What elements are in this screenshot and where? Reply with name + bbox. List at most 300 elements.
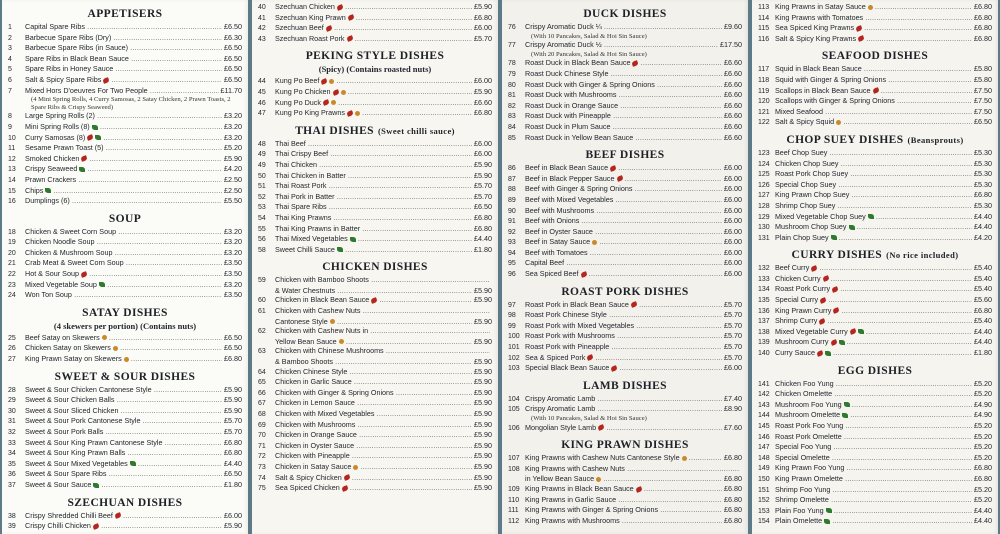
item-name-text: King Prawns in Black Bean Sauce [525, 483, 634, 493]
item-number: 33 [8, 439, 16, 447]
item-number: 10 [8, 134, 16, 142]
item-price: £5.70 [724, 310, 742, 320]
menu-item-row [758, 117, 992, 128]
item-name [775, 233, 972, 243]
item-name-text: King Prawns with Ginger & Spring Onions [525, 505, 659, 515]
item-number: 85 [508, 134, 516, 142]
section-title [8, 307, 242, 319]
menu-item-row [8, 395, 242, 406]
item-name [525, 248, 722, 258]
menu-item-row [758, 86, 992, 97]
menu-item-row [8, 290, 242, 301]
item-number: 15 [8, 187, 16, 195]
item-number: 28 [8, 386, 16, 394]
item-name [275, 367, 472, 377]
item-name-text: Special Omelette [775, 452, 830, 462]
item-name-text: Squid with Ginger & Spring Onions [775, 74, 887, 84]
item-name [775, 379, 972, 389]
menu-item-row [8, 385, 242, 396]
vegetarian-leaf-icon [99, 282, 105, 287]
nut-icon [331, 100, 336, 105]
item-price: £5.20 [974, 495, 992, 505]
item-name [25, 133, 222, 143]
item-name [775, 474, 972, 484]
item-number: 59 [258, 277, 266, 285]
menu-item-row [508, 423, 742, 434]
chilli-icon [346, 110, 353, 117]
item-name-text: Roast Pork Chop Suey [775, 169, 849, 179]
menu-item-row [508, 163, 742, 174]
item-name-text: King Prawns in Garlic Sauce [525, 494, 617, 504]
section-title [8, 8, 242, 20]
menu-item-row [508, 331, 742, 342]
menu-item-row [508, 248, 742, 259]
item-name-text: Sweet & Sour Pork Balls [25, 427, 104, 436]
item-price: £6.50 [224, 53, 242, 63]
menu-item-row [258, 160, 492, 171]
section-title [8, 497, 242, 509]
item-name [275, 224, 472, 234]
item-name-text: Prawn Crackers [25, 174, 77, 184]
menu-item-row [258, 286, 492, 296]
item-price: £6.80 [224, 448, 242, 458]
menu-item-row [258, 346, 492, 357]
item-price: £6.80 [974, 33, 992, 43]
chilli-icon [336, 4, 343, 11]
item-price: £6.80 [724, 453, 742, 463]
item-name-text: Curry Samosas (8) [25, 132, 86, 142]
section-title [258, 50, 492, 62]
section-title-text: EGG DISHES [837, 364, 913, 377]
item-name [275, 13, 472, 23]
section-title-text: APPETISERS [87, 8, 163, 20]
item-price: £6.80 [974, 190, 992, 200]
item-name [25, 43, 222, 53]
item-name [775, 284, 972, 294]
menu-item-row [8, 459, 242, 470]
item-name-text: Crispy Chilli Chicken [25, 521, 91, 531]
item-number: 123 [758, 149, 770, 157]
item-name-text: Chicken with Mushrooms [275, 419, 356, 429]
menu-item-row [258, 181, 492, 192]
item-name [275, 2, 472, 12]
item-name-text: Sweet & Sour Sauce [25, 479, 92, 489]
nut-icon [330, 319, 335, 324]
item-price: £6.80 [974, 2, 992, 11]
menu-item-row [758, 64, 992, 75]
item-price: £7.60 [724, 422, 742, 432]
item-number: 146 [758, 433, 770, 441]
menu-item-row [258, 326, 492, 337]
nut-icon [592, 240, 597, 245]
item-name-text: Mixed Vegetable Chop Suey [775, 211, 866, 221]
menu-item-row [8, 248, 242, 259]
item-price: £6.80 [974, 23, 992, 33]
item-price: £6.00 [724, 269, 742, 279]
item-name-text: Shrimp Foo Yung [775, 484, 831, 494]
section-title-text: SOUP [108, 212, 142, 225]
menu-item-row [8, 237, 242, 248]
menu-item-row [758, 337, 992, 348]
item-number: 29 [8, 397, 16, 405]
item-price: £6.80 [724, 474, 742, 484]
menu-item-row [508, 269, 742, 280]
item-name-text: Beef with Mixed Vegetables [525, 194, 614, 204]
menu-item-row [758, 453, 992, 464]
item-number: 6 [8, 76, 12, 84]
item-name-text: Shrimp Curry [775, 316, 818, 326]
item-note: (With 20 Pancakes, Salad & Hoi Sin Sauce) [531, 50, 647, 58]
item-name [275, 430, 472, 440]
item-name-text: King Prawns with Cashew Nuts [525, 463, 625, 473]
menu-item-row [758, 421, 992, 432]
item-name-text: Shrimp Chop Suey [775, 200, 836, 210]
item-name-text: Roast Duck in Orange Sauce [525, 100, 619, 110]
item-name-text: King Prawn Chop Suey [775, 190, 850, 200]
item-name [775, 506, 972, 516]
item-number: 125 [758, 171, 770, 179]
item-name [25, 480, 222, 490]
item-name-text: Sweet Chilli Sauce [275, 244, 335, 254]
menu-item-row [8, 154, 242, 165]
item-price: £5.70 [724, 320, 742, 330]
menu-item-row [758, 75, 992, 86]
item-name [275, 473, 472, 483]
item-price: £4.40 [224, 458, 242, 468]
menu-item-row [258, 202, 492, 213]
section-title [758, 249, 992, 261]
item-name-text: Beef Chop Suey [775, 147, 828, 157]
item-name-text: Cantonese Style [275, 316, 328, 326]
item-name-text: Hot & Sour Soup [25, 269, 79, 279]
section-title [508, 149, 742, 161]
item-price: £5.80 [974, 64, 992, 74]
item-name-text: Kung Po Duck [275, 97, 321, 107]
item-price: £3.20 [224, 247, 242, 257]
item-price: £6.00 [474, 149, 492, 159]
item-name-text: Sweet & Sour Mixed Vegetables [25, 458, 128, 468]
item-name [775, 463, 972, 473]
item-price: £6.00 [724, 363, 742, 373]
menu-item-row [258, 473, 492, 484]
item-name [25, 237, 222, 247]
item-price: £6.00 [724, 173, 742, 183]
item-name [275, 346, 490, 356]
item-name [25, 459, 222, 469]
menu-item-row [758, 463, 992, 474]
section-title [758, 134, 992, 146]
chilli-icon [630, 301, 637, 308]
vegetarian-leaf-icon [45, 188, 51, 193]
item-note: (4 Mini Spring Rolls, 4 Curry Samosas, 2 Satay Chicken, 2 Prawn Toasts, 2 Spare Ribs & Crispy Seaweed) [31, 96, 231, 111]
menu-item-row [258, 317, 492, 327]
item-price: £6.80 [724, 505, 742, 515]
item-name-text: Sweet & Sour Spare Ribs [25, 469, 107, 479]
item-name [525, 464, 740, 474]
item-name [275, 286, 472, 296]
item-number: 152 [758, 497, 770, 505]
item-price: £5.20 [974, 484, 992, 494]
menu-item-row [258, 441, 492, 452]
vegetarian-leaf-icon [95, 135, 101, 140]
item-number: 144 [758, 412, 770, 420]
item-name [775, 159, 972, 169]
chilli-icon [816, 350, 823, 357]
item-price: £6.60 [724, 132, 742, 142]
item-number: 77 [508, 42, 516, 50]
item-name [25, 64, 222, 74]
menu-item-row [758, 389, 992, 400]
menu-item-row [8, 133, 242, 144]
menu-item-row [8, 43, 242, 54]
menu-item-row [258, 275, 492, 286]
item-price: £5.90 [474, 377, 492, 387]
item-number: 44 [258, 78, 266, 86]
item-price: £3.20 [224, 237, 242, 247]
item-name [775, 495, 972, 505]
menu-item-row [758, 295, 992, 306]
item-name-text: Roast Duck with Ginger & Spring Onions [525, 79, 655, 89]
item-price: £5.90 [474, 419, 492, 429]
item-number: 126 [758, 181, 770, 189]
item-number: 9 [8, 123, 12, 131]
menu-item-row [758, 516, 992, 527]
item-price: £5.90 [474, 159, 492, 169]
item-price: £6.00 [724, 184, 742, 194]
item-name-text: Roast Pork with Pineapple [525, 342, 610, 352]
item-price: £6.60 [724, 79, 742, 89]
item-number: 54 [258, 214, 266, 222]
item-price: £6.50 [474, 202, 492, 212]
item-price: £5.70 [724, 331, 742, 341]
item-price: £6.00 [724, 163, 742, 173]
item-number: 76 [508, 24, 516, 31]
menu-item-row [8, 54, 242, 65]
item-name-text: Thai King Prawns [275, 212, 332, 222]
item-number: 67 [258, 400, 266, 408]
menu-item-row [508, 464, 742, 475]
item-name [525, 331, 722, 341]
item-name [25, 343, 222, 353]
menu-item-row [8, 22, 242, 33]
item-name [275, 451, 472, 461]
item-name-text: Crispy Aromatic Duck ¼ [525, 22, 602, 31]
item-name [525, 58, 722, 68]
menu-item-row [8, 258, 242, 269]
item-number: 69 [258, 421, 266, 429]
item-number: 81 [508, 92, 516, 100]
menu-item-row [258, 430, 492, 441]
item-name [775, 421, 972, 431]
menu-item-row [258, 357, 492, 367]
item-number: 62 [258, 328, 266, 336]
menu-item-row [8, 269, 242, 280]
item-name [525, 474, 722, 484]
item-price: £7.40 [724, 393, 742, 403]
chilli-icon [611, 365, 618, 372]
item-number: 13 [8, 166, 16, 174]
item-name [25, 186, 222, 196]
item-price: £5.20 [974, 421, 992, 430]
item-price: £6.80 [224, 437, 242, 447]
item-name-text: Sweet & Sour King Prawn Cantonese Style [25, 437, 163, 447]
menu-item-row [508, 216, 742, 227]
item-name-text: Thai Mixed Vegetables [275, 234, 348, 244]
item-price: £5.20 [974, 452, 992, 462]
item-number: 82 [508, 102, 516, 110]
item-name [775, 169, 972, 179]
item-price: £4.40 [474, 234, 492, 244]
item-price: £5.90 [474, 2, 492, 11]
chilli-icon [92, 523, 99, 530]
item-name [275, 245, 472, 255]
chilli-icon [114, 512, 121, 519]
item-name [275, 317, 472, 327]
item-price: £1.80 [974, 348, 992, 358]
section-title [758, 365, 992, 377]
menu-item-row [258, 398, 492, 409]
item-name [525, 269, 722, 279]
item-number: 80 [508, 81, 516, 89]
item-price: £8.90 [724, 404, 742, 414]
item-price: £3.20 [224, 111, 242, 121]
menu-item-row [758, 379, 992, 390]
item-number: 151 [758, 486, 770, 494]
menu-item-row [258, 76, 492, 87]
item-price: £5.50 [224, 196, 242, 206]
item-number: 106 [508, 424, 520, 432]
menu-item-row [258, 409, 492, 420]
item-number: 110 [508, 496, 520, 504]
menu-item-row [758, 284, 992, 295]
item-number: 16 [8, 198, 16, 206]
nut-icon [596, 477, 601, 482]
menu-item-row [8, 280, 242, 291]
item-number: 92 [508, 228, 516, 236]
item-number: 109 [508, 485, 520, 493]
item-name-text: Roast Pork with Mixed Vegetables [525, 320, 635, 330]
item-price: £5.90 [474, 170, 492, 180]
item-name [525, 40, 718, 50]
item-price: £4.40 [974, 337, 992, 347]
item-number: 95 [508, 260, 516, 268]
menu-item-row [8, 521, 242, 532]
chilli-icon [833, 307, 840, 314]
item-number: 86 [508, 165, 516, 173]
item-name [25, 54, 222, 64]
item-name-text: Szechuan Roast Pork [275, 33, 345, 43]
item-price: £4.90 [974, 410, 992, 420]
item-number: 53 [258, 204, 266, 212]
section-title [258, 125, 492, 137]
vegetarian-leaf-icon [842, 413, 848, 418]
menu-item-row [758, 212, 992, 223]
chilli-icon [80, 271, 87, 278]
item-price: £6.80 [724, 483, 742, 493]
item-name [525, 495, 722, 505]
item-name-text: Beef in Black Pepper Sauce [525, 173, 615, 183]
item-name [25, 280, 222, 290]
item-name [25, 333, 222, 343]
item-price: £6.00 [474, 23, 492, 33]
item-name [525, 321, 722, 331]
item-price: £5.90 [474, 483, 492, 493]
item-number: 40 [258, 4, 266, 11]
item-name [275, 441, 472, 451]
item-name [25, 290, 222, 300]
item-name [275, 295, 472, 305]
item-price: £6.30 [224, 32, 242, 42]
menu-panel-1 [2, 0, 248, 534]
section-title-text: ROAST PORK DISHES [561, 285, 689, 298]
item-price: £6.50 [224, 469, 242, 479]
menu-item-row [8, 64, 242, 75]
item-name [525, 363, 722, 373]
item-name [525, 80, 722, 90]
menu-item-row [758, 34, 992, 45]
menu-item-row [8, 343, 242, 354]
section-title-text: THAI DISHES [295, 124, 374, 137]
item-number: 120 [758, 98, 770, 106]
menu-item-row [258, 295, 492, 306]
chilli-icon [849, 329, 856, 336]
section-title-text: LAMB DISHES [583, 379, 667, 392]
item-name [775, 201, 972, 211]
vegetarian-leaf-icon [824, 519, 830, 524]
item-name-text: Barbecue Spare Ribs (in Sauce) [25, 43, 129, 53]
item-name [25, 33, 222, 43]
item-name-text: Roast Duck Chinese Style [525, 68, 609, 78]
chilli-icon [831, 286, 838, 293]
item-price: £5.30 [974, 200, 992, 210]
item-price: £1.80 [224, 479, 242, 489]
menu-item-row [258, 98, 492, 109]
item-name [275, 202, 472, 212]
item-number: 89 [508, 196, 516, 204]
section-subtitle: (No rice included) [886, 250, 959, 261]
menu-item-row [8, 448, 242, 459]
item-name [525, 216, 722, 226]
chilli-icon [580, 271, 587, 278]
item-name [775, 263, 972, 273]
menu-item-row [8, 406, 242, 417]
item-price: £5.90 [474, 461, 492, 471]
item-name [525, 69, 722, 79]
section-title-text: SZECHUAN DISHES [67, 496, 183, 509]
item-price: £5.90 [474, 357, 492, 367]
menu-item-row [758, 348, 992, 359]
item-price: £6.00 [224, 510, 242, 520]
item-name-text: Large Spring Rolls (2) [25, 111, 95, 121]
item-number: 154 [758, 518, 770, 526]
menu-item-row [758, 159, 992, 170]
item-name-text: Barbecue Spare Ribs (Dry) [25, 32, 112, 42]
item-name-text: King Prawn Satay on Skewers [25, 354, 122, 364]
item-name [775, 190, 972, 200]
item-name-text: Special Foo Yung [775, 442, 832, 452]
item-name-text: Salt & Spicy Spare Ribs [25, 74, 102, 84]
item-name [775, 107, 972, 117]
item-price: £6.60 [724, 90, 742, 100]
item-name [525, 206, 722, 216]
item-price: £6.80 [724, 515, 742, 525]
menu-item-row [258, 34, 492, 45]
menu-item-row [508, 404, 742, 415]
item-name [275, 306, 490, 316]
menu-item-row [508, 453, 742, 464]
menu-item-row [758, 506, 992, 517]
menu-item-row [508, 184, 742, 195]
